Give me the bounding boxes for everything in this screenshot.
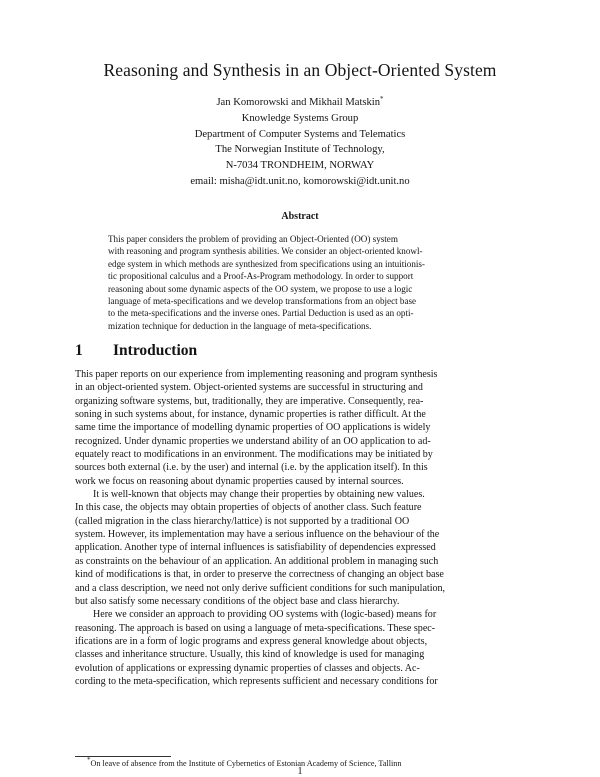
footnote-mark: *: [87, 756, 91, 764]
body-text: [75, 368, 525, 688]
body-line: This paper reports on our experience from implementing reasoning and program synthesis: [75, 369, 438, 380]
abstract-line: language of meta-specifications and we develop transformations from an object base: [108, 296, 417, 307]
author-names: Jan Komorowski and Mikhail Matskin: [216, 97, 381, 108]
abstract-text: [108, 233, 492, 332]
body-line: in an object-oriented system. Object-oriented systems are successful in structuring and: [75, 382, 423, 394]
abstract-line: tic propositional calculus and a Proof-As-Program methodology. In order to support: [108, 271, 414, 282]
body-line: sources both external (i.e. by the user) and internal (i.e. by the application itself). In this: [75, 462, 428, 474]
body-line: Here we consider an approach to providing OO systems with (logic-based) means for: [93, 609, 437, 621]
footnote-text: On leave of absence from the Institute of Cybernetics of Estonian Academy of Science, Tallinn: [90, 759, 402, 768]
body-line: recognized. Under dynamic properties we understand ability of an OO application to ad-: [75, 435, 431, 447]
body-line: organizing software systems, but, traditionally, they are imperative. Consequently, rea-: [75, 395, 424, 407]
paper-title: Reasoning and Synthesis in an Object-Oriented System: [103, 60, 497, 80]
section-number: 1: [75, 342, 83, 359]
body-line: ifications are in a form of logic programs and express general knowledge about objects,: [75, 635, 428, 647]
body-line: same time the importance of modelling dynamic properties of OO applications is widely: [75, 422, 431, 434]
body-line: cording to the meta-specification, which represents sufficient and necessary conditions for: [75, 675, 438, 687]
abstract-line: to the meta-specifications and the inverse ones. Partial Deduction is used as an opti-: [108, 308, 414, 319]
affiliation-group: Knowledge Systems Group: [241, 112, 359, 124]
abstract-line: This paper considers the problem of providing an Object-Oriented (OO) system: [108, 234, 398, 244]
body-line: In this case, the objects may obtain properties of objects of another class. Such feature: [75, 502, 422, 514]
abstract-line: edge system in which methods are synthesized from specifications using an intuitionis-: [108, 258, 425, 269]
affiliation-institute: The Norwegian Institute of Technology,: [215, 144, 385, 156]
body-line: reasoning. The approach is based on using a language of meta-specifications. These spec-: [75, 622, 436, 634]
body-line: classes and inheritance structure. Usually, this kind of knowledge is used for managing: [75, 649, 425, 661]
authors: [0, 95, 600, 111]
section-title: Introduction: [113, 342, 198, 359]
body-line: kind of modifications is that, in order to preserve the correctness of changing an object base: [75, 569, 444, 581]
abstract-line: reasoning about some dynamic aspects of the OO system, we propose to use a logic: [108, 283, 413, 294]
body-line: (called migration in the class hierarchy/lattice) is not supported by a traditional OO: [75, 515, 410, 527]
abstract-line: with reasoning and program synthesis abilities. We consider an object-oriented knowl-: [108, 246, 423, 257]
body-line: work we focus on reasoning about dynamic properties caused by internal sources.: [75, 475, 404, 487]
section-heading: [75, 342, 197, 360]
abstract-line: mization technique for deduction in the language of meta-specifications.: [108, 320, 372, 331]
body-line: system. However, its implementation may have a serious influence on the behaviour of the: [75, 529, 440, 541]
affiliation-email: email: misha@idt.unit.no, komorowski@idt.unit.no: [190, 175, 410, 187]
page-number: 1: [297, 766, 303, 777]
body-line: soning in such systems about, for instance, dynamic properties is rather difficult. At the: [75, 409, 426, 421]
body-line: but also satisfy some necessary conditions of the object base and class hierarchy.: [75, 595, 400, 607]
body-line: application. Another type of internal influences is satisfiability of dependencies expressed: [75, 542, 436, 554]
body-line: equately react to modifications in an environment. The modifications may be initiated by: [75, 449, 433, 461]
affiliation-department: Department of Computer Systems and Telematics: [194, 128, 406, 140]
body-line: as constraints on the behaviour of an application. An additional problem in managing such: [75, 555, 439, 567]
abstract-heading: Abstract: [281, 211, 319, 222]
affiliation-address: N-7034 TRONDHEIM, NORWAY: [225, 160, 375, 172]
body-line: and a class description, we need not only derive sufficient conditions for such manipulation,: [75, 582, 446, 594]
author-block: [0, 95, 600, 190]
body-line: It is well-known that objects may change their properties by obtaining new values.: [93, 489, 425, 501]
body-line: evolution of applications or expressing dynamic properties of classes and objects. Ac-: [75, 662, 420, 674]
author-footnote-mark: *: [380, 95, 384, 103]
